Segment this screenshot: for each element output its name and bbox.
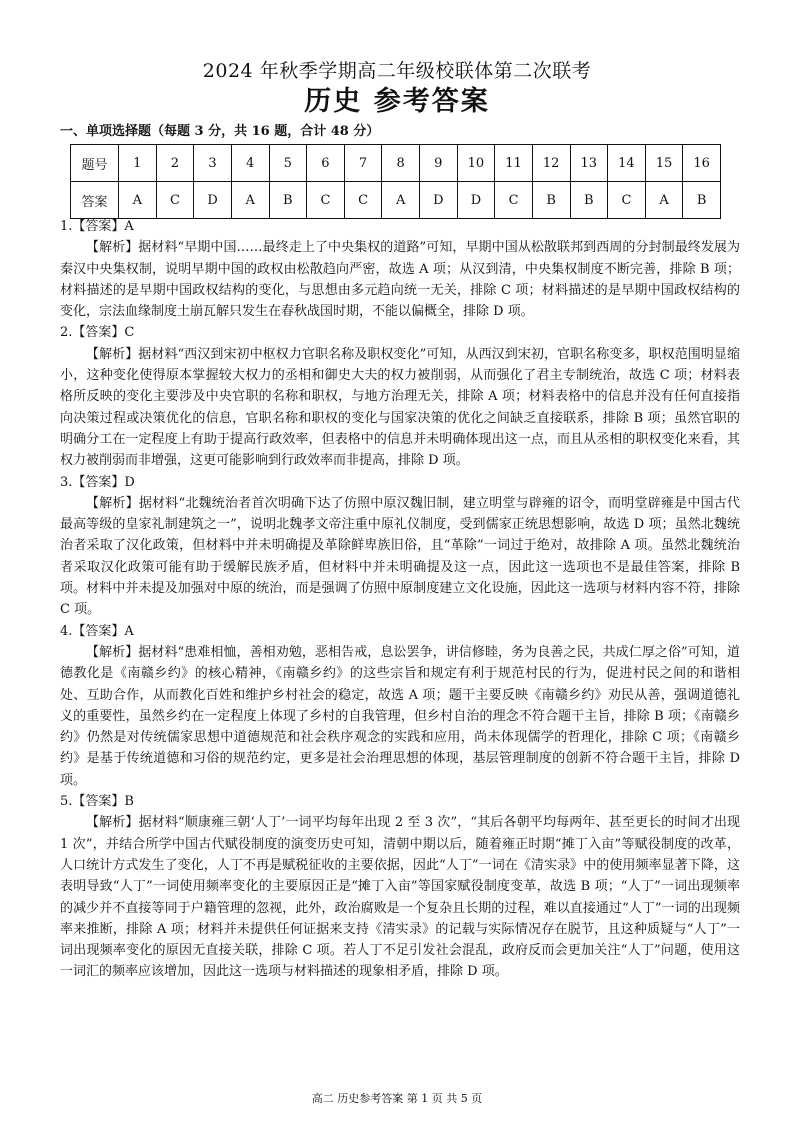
number-cell: 5 bbox=[269, 145, 307, 182]
question-answer-heading: 2.【答案】C bbox=[60, 325, 135, 341]
answer-cell: A bbox=[231, 182, 269, 219]
answer-cell: C bbox=[307, 182, 345, 219]
number-cell: 1 bbox=[119, 145, 157, 182]
answer-cell: C bbox=[344, 182, 382, 219]
number-cell: 13 bbox=[570, 145, 608, 182]
answer-cell: D bbox=[420, 182, 458, 219]
row-label-answer: 答案 bbox=[71, 182, 119, 219]
answer-table bbox=[70, 144, 721, 219]
answer-cell: B bbox=[683, 182, 721, 219]
answer-cell: C bbox=[495, 182, 533, 219]
number-cell: 10 bbox=[457, 145, 495, 182]
answer-cell: D bbox=[194, 182, 232, 219]
number-cell: 15 bbox=[645, 145, 683, 182]
exam-title: 2024 年秋季学期高二年级校联体第二次联考 bbox=[202, 60, 592, 82]
page-footer: 高二 历史参考答案 第 1 页 共 5 页 bbox=[311, 1092, 483, 1105]
question-explanation: 【解析】据材料“西汉到宋初中枢权力官职名称及职权变化”可知，从西汉到宋初，官职名称变多，职权范围明显缩小，这种变化使得原本掌握较大权力的丞相和御史大夫的权力被削弱，从而强化了君主专制统治，故选 C 项；材料表格所反映的变化主要涉及中央官职的名称和职权，与地方治理无关，排除 A 项；材料表格中的信息并没有任何直接指向决策过程或决策优化的信息，官职名称和职权的变化与国家决策的优化之间缺乏直接联系，排除 B 项；虽然官职的明确分工在一定程度上有助于提高行政效率，但表格中的信息并未明确体现出这一点，而且从丞相的职权变化来看，其权力被削弱而非增强，这更可能影响到行政效率而非提高，排除 D 项。 bbox=[60, 346, 740, 469]
number-cell: 6 bbox=[307, 145, 345, 182]
number-cell: 8 bbox=[382, 145, 420, 182]
question-answer-heading: 4.【答案】A bbox=[60, 623, 134, 639]
answer-cell: B bbox=[532, 182, 570, 219]
question-answer-heading: 3.【答案】D bbox=[60, 474, 135, 490]
question-explanation: 【解析】据材料“顺康雍三朝‘人丁’一词平均每年出现 2 至 3 次”，“其后各朝平均每两年、甚至更长的时间才出现 1 次”，并结合所学中国古代赋役制度的演变历史可知，清朝中期以后，随着雍正时期“摊丁入亩”等赋役制度的改革，人口统计方式发生了变化，人丁不再是赋税征收的主要依据，因此“人丁”一词在《清实录》中的使用频率显著下降，这表明导致“人丁”一词使用频率变化的主要原因正是“摊丁入亩”等国家赋役制度变革，故选 B 项；“人丁”一词出现频率的减少并不直接等同于户籍管理的忽视，此外，政治腐败是一个复杂且长期的过程，难以直接通过“人丁”一词的出现频率来推断，排除 A 项；材料并未提供任何证据来支持《清实录》的记载与实际情况存在脱节，且这种质疑与“人丁”一词出现频率变化的原因无直接关联，排除 C 项。若人丁不足引发社会混乱，政府反而会更加关注“人丁”问题，使用这一词汇的频率应该增加，因此这一选项与材料描述的现象相矛盾，排除 D 项。 bbox=[60, 815, 740, 980]
question-number-row bbox=[71, 145, 721, 182]
row-label-number: 题号 bbox=[71, 145, 119, 182]
answer-cell: B bbox=[269, 182, 307, 219]
answer-cell: C bbox=[608, 182, 646, 219]
question-explanation: 【解析】据材料“北魏统治者首次明确下达了仿照中原汉魏旧制，建立明堂与辟雍的诏令，而明堂辟雍是中国古代最高等级的皇家礼制建筑之一”，说明北魏孝文帝注重中原礼仪制度，受到儒家正统思想影响，故选 D 项；虽然北魏统治者采取了汉化政策，但材料中并未明确提及革除鲜卑族旧俗，且“革除”一词过于绝对，故排除 A 项。虽然北魏统治者采取汉化政策可能有助于缓解民族矛盾，但材料中并未明确提及这一点，因此这一选项也不是最佳答案，排除 B 项。材料中并未提及加强对中原的统治，而是强调了仿照中原制度建立文化设施，因此这一选项与材料内容不符，排除 C 项。 bbox=[60, 495, 740, 618]
number-cell: 11 bbox=[495, 145, 533, 182]
number-cell: 12 bbox=[532, 145, 570, 182]
question-answer-heading: 1.【答案】A bbox=[60, 219, 134, 234]
answer-cell: A bbox=[382, 182, 420, 219]
explanations bbox=[60, 216, 740, 983]
question-answer-heading: 5.【答案】B bbox=[60, 794, 134, 810]
number-cell: 4 bbox=[231, 145, 269, 182]
number-cell: 16 bbox=[683, 145, 721, 182]
question-explanation: 【解析】据材料“早期中国……最终走上了中央集权的道路”可知，早期中国从松散联邦到西周的分封制最终发展为秦汉中央集权制，说明早期中国的政权由松散趋向严密，故选 A 项；从汉到清，中央集权制度不断完善，排除 B 项；材料描述的是早期中国政权结构的变化，与思想由多元趋向统一无关，排除 C 项；材料描述的是早期中国政权结构的变化，宗法血缘制度土崩瓦解只发生在春秋战国时期，不能以偏概全，排除 D 项。 bbox=[60, 240, 740, 320]
page-title: 历史 参考答案 bbox=[304, 86, 490, 117]
number-cell: 14 bbox=[608, 145, 646, 182]
answer-row bbox=[71, 182, 721, 219]
question-explanation: 【解析】据材料“患难相恤，善相劝勉，恶相告戒，息讼罢争，讲信修睦，务为良善之民，共成仁厚之俗”可知，道德教化是《南赣乡约》的核心精神，《南赣乡约》的这些宗旨和规定有利于规范村民的行为，促进村民之间的和谐相处、互助合作，从而教化百姓和维护乡村社会的稳定，故选 A 项；题干主要反映《南赣乡约》劝民从善，强调道德礼义的重要性，虽然乡约在一定程度上体现了乡村的自我管理，但乡村自治的理念不符合题干主旨，排除 B 项；《南赣乡约》仍然是对传统儒家思想中道德规范和社会秩序观念的实践和应用，尚未体现儒学的哲理化，排除 C 项；《南赣乡约》是基于传统道德和习俗的规范约定，更多是社会治理思想的体现，基层管理制度的创新不符合题干主旨，排除 D 项。 bbox=[60, 644, 740, 788]
number-cell: 7 bbox=[344, 145, 382, 182]
number-cell: 9 bbox=[420, 145, 458, 182]
answer-cell: C bbox=[156, 182, 194, 219]
answer-cell: B bbox=[570, 182, 608, 219]
number-cell: 2 bbox=[156, 145, 194, 182]
number-cell: 3 bbox=[194, 145, 232, 182]
answer-cell: A bbox=[119, 182, 157, 219]
section-heading: 一、单项选择题（每题 3 分，共 16 题，合计 48 分） bbox=[60, 124, 380, 139]
answer-cell: A bbox=[645, 182, 683, 219]
answer-cell: D bbox=[457, 182, 495, 219]
